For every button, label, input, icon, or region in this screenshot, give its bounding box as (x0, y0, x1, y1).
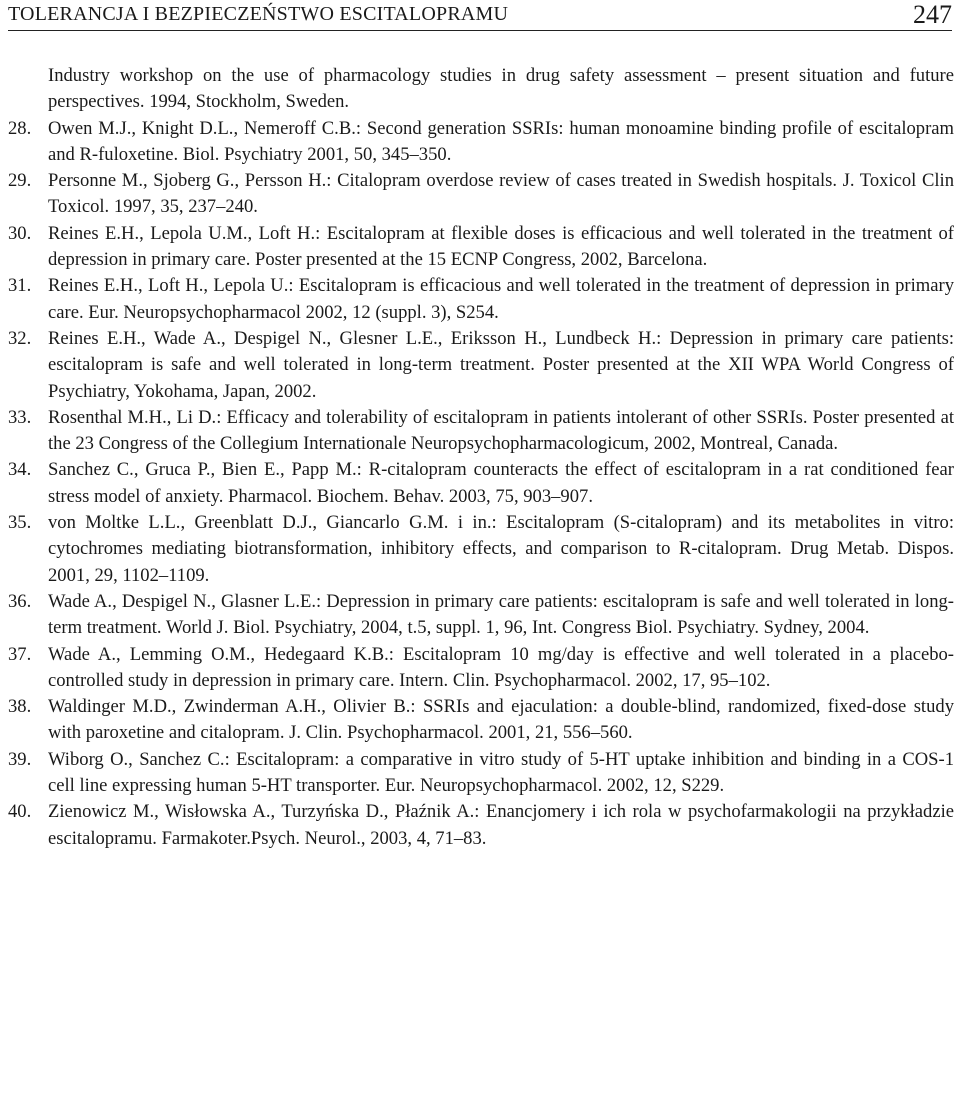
reference-text: Rosenthal M.H., Li D.: Efficacy and tolerability of escitalopram in patients intolerant of other SSRIs. Poster presented at the 23 Congress of the Collegium Internationale Neuropsychopharmacologicum, 2002, Montreal, Canada. (48, 406, 954, 455)
reference-text: Owen M.J., Knight D.L., Nemeroff C.B.: Second generation SSRIs: human monoamine binding profile of escitalopram and R-fuloxetine. Biol. Psychiatry 2001, 50, 345–350. (48, 117, 954, 165)
reference-item (8, 326, 954, 405)
reference-item (8, 168, 954, 221)
reference-number: 32. (8, 327, 32, 349)
reference-number: 35. (8, 512, 32, 534)
reference-number: 29. (8, 170, 32, 192)
reference-text: Reines E.H., Wade A., Despigel N., Glesner L.E., Eriksson H., Lundbeck H.: Depression in primary care patients: escitalopram is safe and well tolerated in long-term treatment. Poster presented at the XII WPA World Congress of Psychiatry, Yokohama, Japan, 2002. (48, 327, 954, 402)
reference-item (8, 221, 954, 274)
reference-number: 39. (8, 748, 32, 770)
running-title: TOLERANCJA I BEZPIECZEŃSTWO ESCITALOPRAMU (8, 3, 509, 25)
reference-item (8, 273, 954, 326)
reference-item (8, 799, 954, 852)
reference-text: Wade A., Lemming O.M., Hedegaard K.B.: Escitalopram 10 mg/day is effective and well tolerated in a placebo-controlled study in depression in primary care. Intern. Clin. Psychopharmacol. 2002, 17, 95–102. (48, 643, 954, 691)
reference-text: Zienowicz M., Wisłowska A., Turzyńska D., Płaźnik A.: Enancjomery i ich rola w psychofarmakologii na przykładzie escitalopramu. Farmakoter.Psych. Neurol., 2003, 4, 71–83. (48, 801, 954, 849)
reference-number: 30. (8, 222, 32, 244)
reference-item (8, 510, 954, 589)
reference-item (8, 589, 954, 642)
reference-item (8, 116, 954, 169)
reference-item (8, 405, 954, 458)
reference-item (8, 457, 954, 510)
reference-text: Sanchez C., Gruca P., Bien E., Papp M.: R-citalopram counteracts the effect of escitalopram in a rat conditioned fear stress model of anxiety. Pharmacol. Biochem. Behav. 2003, 75, 903–907. (48, 459, 954, 507)
reference-text: Waldinger M.D., Zwinderman A.H., Olivier B.: SSRIs and ejaculation: a double-blind, randomized, fixed-dose study with paroxetine and citalopram. J. Clin. Psychopharmacol. 2001, 21, 556–560. (48, 696, 954, 744)
reference-text: Industry workshop on the use of pharmacology studies in drug safety assessment – present situation and future perspectives. 1994, Stockholm, Sweden. (48, 65, 954, 113)
reference-item (8, 694, 954, 747)
reference-number: 40. (8, 801, 32, 823)
reference-number: 38. (8, 696, 32, 718)
reference-number: 31. (8, 275, 32, 297)
page-number: 247 (913, 0, 952, 29)
reference-text: Reines E.H., Loft H., Lepola U.: Escitalopram is efficacious and well tolerated in the treatment of depression in primary care. Eur. Neuropsychopharmacol 2002, 12 (suppl. 3), S254. (48, 275, 954, 323)
reference-number: 33. (8, 406, 32, 428)
reference-item (8, 63, 954, 116)
reference-number: 34. (8, 459, 32, 481)
reference-number: 37. (8, 643, 32, 665)
reference-text: Wiborg O., Sanchez C.: Escitalopram: a comparative in vitro study of 5-HT uptake inhibition and binding in a COS-1 cell line expressing human 5-HT transporter. Eur. Neuropsychopharmacol. 2002, 12, S229. (48, 748, 954, 797)
reference-list (8, 63, 954, 852)
reference-text: Personne M., Sjoberg G., Persson H.: Citalopram overdose review of cases treated in Swedish hospitals. J. Toxicol Clin Toxicol. 1997, 35, 237–240. (48, 170, 954, 218)
page-header (8, 0, 952, 31)
reference-text: Wade A., Despigel N., Glasner L.E.: Depression in primary care patients: escitalopram is safe and well tolerated in long-term treatment. World J. Biol. Psychiatry, 2004, t.5, suppl. 1, 96, Int. Congress Biol. Psychiatry. Sydney, 2004. (48, 590, 954, 639)
reference-item (8, 642, 954, 695)
reference-number: 28. (8, 117, 32, 139)
reference-text: Reines E.H., Lepola U.M., Loft H.: Escitalopram at flexible doses is efficacious and well tolerated in the treatment of depression in primary care. Poster presented at the 15 ECNP Congress, 2002, Barcelona. (48, 222, 954, 271)
reference-item (8, 747, 954, 800)
reference-text: von Moltke L.L., Greenblatt D.J., Giancarlo G.M. i in.: Escitalopram (S-citalopram) and its metabolites in vitro: cytochromes mediating biotransformation, inhibitory effects, and comparison to R-citalopram. Drug Metab. Dispos. 2001, 29, 1102–1109. (48, 512, 954, 586)
reference-number: 36. (8, 590, 32, 612)
